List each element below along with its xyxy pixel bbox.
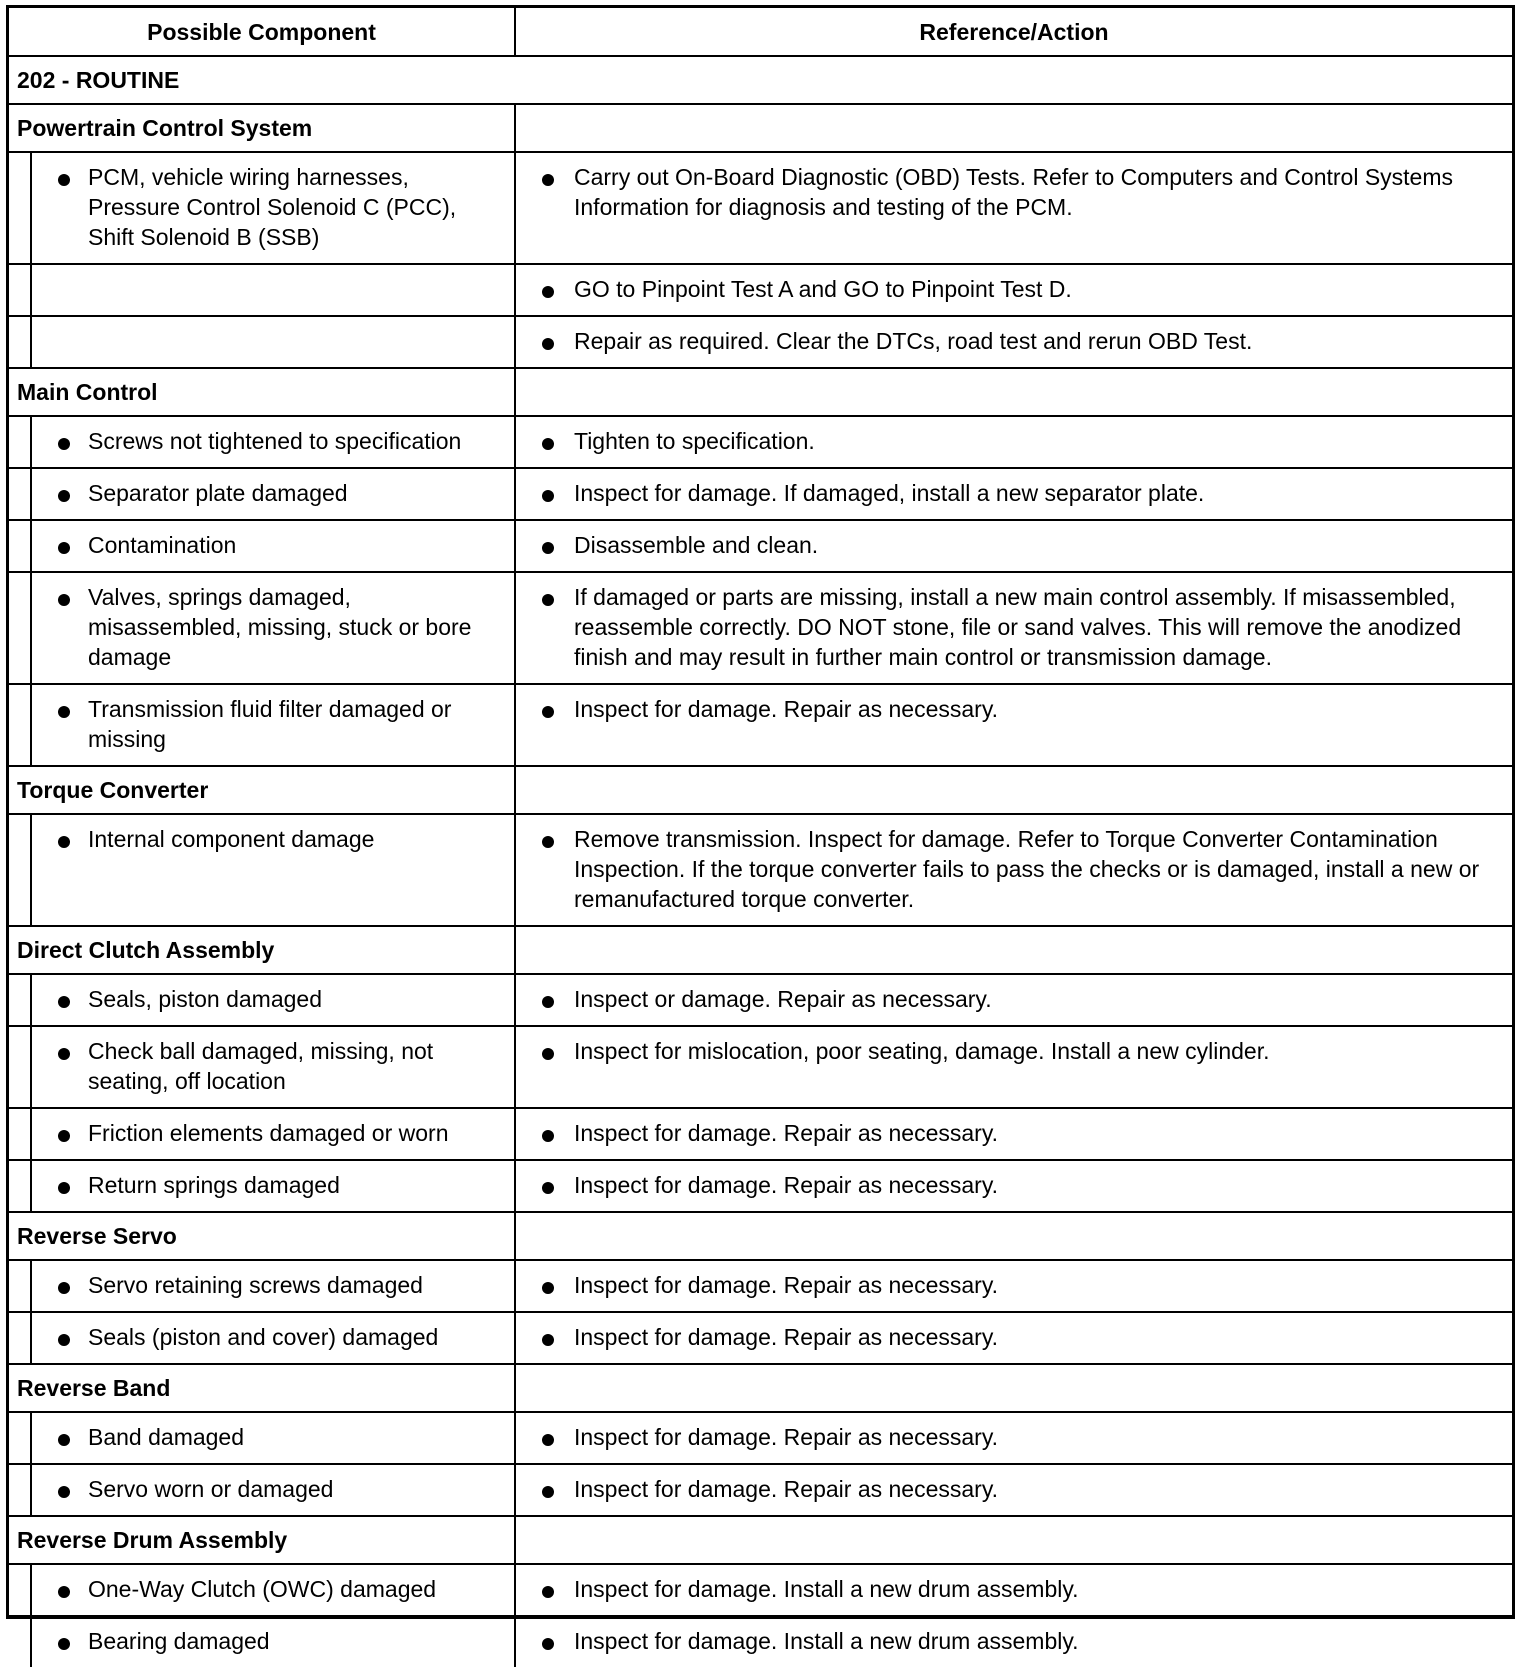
bullet-dot-icon — [58, 1182, 70, 1194]
table-row — [9, 468, 1512, 520]
action-text: Inspect for damage. Repair as necessary. — [574, 1172, 999, 1198]
component-bullet-item — [32, 417, 514, 467]
action-text: Inspect for damage. Repair as necessary. — [574, 1272, 999, 1298]
section-title-empty-cell — [515, 1516, 1512, 1564]
component-text: Screws not tightened to specification — [88, 428, 462, 454]
section-title-row — [9, 1212, 1512, 1260]
action-bullet-item — [516, 521, 1512, 571]
component-cell — [31, 1564, 515, 1616]
section-title-row — [9, 1516, 1512, 1564]
bullet-dot-icon — [58, 490, 70, 502]
bullet-dot-icon — [58, 174, 70, 186]
component-bullet-item — [32, 1161, 514, 1211]
table-row — [9, 684, 1512, 766]
action-text: Disassemble and clean. — [574, 532, 819, 558]
component-cell — [31, 520, 515, 572]
table-row — [9, 152, 1512, 264]
header-possible-component: Possible Component — [9, 8, 515, 56]
indent-cell — [9, 416, 31, 468]
action-bullet-item — [516, 1109, 1512, 1159]
diagnostic-table — [9, 8, 1512, 1667]
component-cell — [31, 572, 515, 684]
action-bullet-item — [516, 1027, 1512, 1077]
action-cell — [515, 1160, 1512, 1212]
action-cell — [515, 1464, 1512, 1516]
bullet-dot-icon — [542, 490, 554, 502]
component-text: Return springs damaged — [88, 1172, 340, 1198]
bullet-dot-icon — [542, 1282, 554, 1294]
action-cell — [515, 974, 1512, 1026]
component-bullet-item — [32, 1313, 514, 1363]
bullet-dot-icon — [58, 706, 70, 718]
component-cell — [31, 264, 515, 316]
component-cell — [31, 416, 515, 468]
component-cell — [31, 316, 515, 368]
component-text: Internal component damage — [88, 826, 375, 852]
action-bullet-item — [516, 685, 1512, 735]
action-text: Remove transmission. Inspect for damage. Refer to Torque Converter Contamination Inspection. If the torque converter fails to pass the checks or is damaged, install a new or remanufactured torque converter. — [574, 826, 1480, 912]
action-bullet-item — [516, 153, 1512, 233]
bullet-dot-icon — [58, 1586, 70, 1598]
section-title-empty-cell — [515, 104, 1512, 152]
action-cell — [515, 684, 1512, 766]
component-bullet-item — [32, 1261, 514, 1311]
component-cell — [31, 1260, 515, 1312]
bullet-dot-icon — [58, 1130, 70, 1142]
component-cell — [31, 1108, 515, 1160]
table-row — [9, 1564, 1512, 1616]
component-bullet-item — [32, 1565, 514, 1615]
action-bullet-item — [516, 317, 1512, 367]
section-title: Reverse Drum Assembly — [17, 1527, 288, 1553]
table-row — [9, 974, 1512, 1026]
action-text: Inspect for damage. If damaged, install a new separator plate. — [574, 480, 1205, 506]
component-text: Seals, piston damaged — [88, 986, 322, 1012]
action-text: Tighten to specification. — [574, 428, 815, 454]
component-bullet-item — [32, 685, 514, 765]
action-bullet-item — [516, 1261, 1512, 1311]
component-bullet-item — [32, 469, 514, 519]
component-text: Check ball damaged, missing, not seating, off location — [88, 1038, 434, 1094]
section-title-empty-cell — [515, 1212, 1512, 1260]
component-cell — [31, 152, 515, 264]
component-bullet-item — [32, 815, 514, 865]
table-row — [9, 814, 1512, 926]
component-bullet-item — [32, 1413, 514, 1463]
component-text: Contamination — [88, 532, 237, 558]
component-bullet-item — [32, 521, 514, 571]
component-bullet-item — [32, 1465, 514, 1515]
bullet-dot-icon — [542, 1638, 554, 1650]
action-cell — [515, 1108, 1512, 1160]
bullet-dot-icon — [542, 1434, 554, 1446]
table-row — [9, 1026, 1512, 1108]
action-text: If damaged or parts are missing, install a new main control assembly. If misassembled, reassemble correctly. DO NOT stone, file or sand valves. This will remove the anodized finish and may result in further main control or transmission damage. — [574, 584, 1462, 670]
action-bullet-item — [516, 1565, 1512, 1615]
indent-cell — [9, 468, 31, 520]
component-cell — [31, 1160, 515, 1212]
section-title: Main Control — [17, 379, 158, 405]
component-text: Servo retaining screws damaged — [88, 1272, 423, 1298]
action-cell — [515, 1026, 1512, 1108]
indent-cell — [9, 1464, 31, 1516]
component-bullet-item — [32, 1617, 514, 1667]
action-bullet-item — [516, 469, 1512, 519]
component-cell — [31, 814, 515, 926]
bullet-dot-icon — [58, 836, 70, 848]
table-body — [9, 56, 1512, 1667]
action-bullet-item — [516, 1617, 1512, 1667]
indent-cell — [9, 684, 31, 766]
component-text: Seals (piston and cover) damaged — [88, 1324, 439, 1350]
section-title-empty-cell — [515, 1364, 1512, 1412]
bullet-dot-icon — [58, 996, 70, 1008]
bullet-dot-icon — [58, 1638, 70, 1650]
component-bullet-item — [32, 573, 514, 683]
action-text: Inspect for damage. Repair as necessary. — [574, 1476, 999, 1502]
component-cell — [31, 1412, 515, 1464]
component-cell — [31, 1464, 515, 1516]
indent-cell — [9, 814, 31, 926]
action-bullet-item — [516, 573, 1512, 683]
indent-cell — [9, 1160, 31, 1212]
table-row — [9, 1108, 1512, 1160]
bullet-dot-icon — [542, 1130, 554, 1142]
indent-cell — [9, 1564, 31, 1616]
action-bullet-item — [516, 1161, 1512, 1211]
section-title-row — [9, 104, 1512, 152]
bullet-dot-icon — [58, 542, 70, 554]
section-title-empty-cell — [515, 766, 1512, 814]
bullet-dot-icon — [542, 706, 554, 718]
section-title-empty-cell — [515, 926, 1512, 974]
header-reference-action: Reference/Action — [515, 8, 1512, 56]
routine-title: 202 - ROUTINE — [17, 67, 180, 93]
bullet-dot-icon — [542, 1182, 554, 1194]
action-cell — [515, 1260, 1512, 1312]
component-text: Separator plate damaged — [88, 480, 348, 506]
component-bullet-item — [32, 1027, 514, 1107]
indent-cell — [9, 316, 31, 368]
action-bullet-item — [516, 1413, 1512, 1463]
action-text: GO to Pinpoint Test A and GO to Pinpoint Test D. — [574, 276, 1072, 302]
action-text: Inspect for damage. Install a new drum assembly. — [574, 1628, 1079, 1654]
bullet-dot-icon — [542, 1048, 554, 1060]
diagnostic-table-sheet — [6, 5, 1515, 1654]
section-title: Torque Converter — [17, 777, 209, 803]
bullet-dot-icon — [542, 174, 554, 186]
bullet-dot-icon — [542, 1334, 554, 1346]
component-text: Servo worn or damaged — [88, 1476, 334, 1502]
component-cell — [31, 468, 515, 520]
component-text: One-Way Clutch (OWC) damaged — [88, 1576, 437, 1602]
bullet-dot-icon — [58, 1334, 70, 1346]
section-title: Powertrain Control System — [17, 115, 313, 141]
table-row — [9, 520, 1512, 572]
bullet-dot-icon — [542, 594, 554, 606]
action-cell — [515, 316, 1512, 368]
bullet-dot-icon — [542, 1586, 554, 1598]
action-text: Inspect for damage. Repair as necessary. — [574, 1120, 999, 1146]
indent-cell — [9, 152, 31, 264]
section-title-row — [9, 926, 1512, 974]
component-bullet-item — [32, 153, 514, 263]
action-bullet-item — [516, 1313, 1512, 1363]
section-title: Direct Clutch Assembly — [17, 937, 275, 963]
bullet-dot-icon — [542, 836, 554, 848]
bullet-dot-icon — [58, 1434, 70, 1446]
action-cell — [515, 468, 1512, 520]
bullet-dot-icon — [58, 438, 70, 450]
header-row — [9, 8, 1512, 56]
section-title-empty-cell — [515, 368, 1512, 416]
indent-cell — [9, 974, 31, 1026]
component-bullet-item — [32, 975, 514, 1025]
bullet-dot-icon — [58, 1486, 70, 1498]
section-title-row — [9, 1364, 1512, 1412]
bullet-dot-icon — [542, 542, 554, 554]
indent-cell — [9, 1412, 31, 1464]
bullet-dot-icon — [58, 1282, 70, 1294]
action-text: Carry out On-Board Diagnostic (OBD) Tests. Refer to Computers and Control Systems Information for diagnosis and testing of the PCM. — [574, 164, 1454, 220]
table-row — [9, 316, 1512, 368]
component-cell — [31, 974, 515, 1026]
indent-cell — [9, 520, 31, 572]
section-title-row — [9, 368, 1512, 416]
indent-cell — [9, 264, 31, 316]
bullet-dot-icon — [58, 594, 70, 606]
table-row — [9, 1412, 1512, 1464]
component-cell — [31, 1026, 515, 1108]
action-cell — [515, 814, 1512, 926]
bullet-dot-icon — [542, 338, 554, 350]
action-bullet-item — [516, 815, 1512, 925]
action-cell — [515, 572, 1512, 684]
action-text: Repair as required. Clear the DTCs, road test and rerun OBD Test. — [574, 328, 1253, 354]
section-title-row — [9, 766, 1512, 814]
action-cell — [515, 152, 1512, 264]
component-text: Bearing damaged — [88, 1628, 270, 1654]
routine-row — [9, 56, 1512, 104]
table-row — [9, 1312, 1512, 1364]
component-cell — [31, 1312, 515, 1364]
table-row — [9, 264, 1512, 316]
component-text: Band damaged — [88, 1424, 245, 1450]
table-row — [9, 1160, 1512, 1212]
indent-cell — [9, 1108, 31, 1160]
bullet-dot-icon — [542, 438, 554, 450]
action-cell — [515, 1312, 1512, 1364]
action-cell — [515, 1412, 1512, 1464]
action-text: Inspect for damage. Repair as necessary. — [574, 696, 999, 722]
table-row — [9, 1464, 1512, 1516]
section-title: Reverse Servo — [17, 1223, 177, 1249]
component-text: Valves, springs damaged, misassembled, missing, stuck or bore damage — [88, 584, 472, 670]
section-title: Reverse Band — [17, 1375, 171, 1401]
action-bullet-item — [516, 265, 1512, 315]
indent-cell — [9, 572, 31, 684]
table-row — [9, 1260, 1512, 1312]
bullet-dot-icon — [58, 1048, 70, 1060]
action-text: Inspect for damage. Install a new drum assembly. — [574, 1576, 1079, 1602]
component-text: Friction elements damaged or worn — [88, 1120, 449, 1146]
table-row — [9, 416, 1512, 468]
component-text: PCM, vehicle wiring harnesses, Pressure Control Solenoid C (PCC), Shift Solenoid B (SSB) — [88, 164, 457, 250]
component-text: Transmission fluid filter damaged or missing — [88, 696, 452, 752]
action-cell — [515, 264, 1512, 316]
action-text: Inspect for damage. Repair as necessary. — [574, 1424, 999, 1450]
action-cell — [515, 1564, 1512, 1616]
action-text: Inspect for damage. Repair as necessary. — [574, 1324, 999, 1350]
action-bullet-item — [516, 417, 1512, 467]
bullet-dot-icon — [542, 286, 554, 298]
action-text: Inspect for mislocation, poor seating, damage. Install a new cylinder. — [574, 1038, 1270, 1064]
bullet-dot-icon — [542, 1486, 554, 1498]
action-cell — [515, 520, 1512, 572]
indent-cell — [9, 1260, 31, 1312]
component-cell — [31, 684, 515, 766]
indent-cell — [9, 1026, 31, 1108]
action-bullet-item — [516, 975, 1512, 1025]
table-row — [9, 572, 1512, 684]
indent-cell — [9, 1312, 31, 1364]
bullet-dot-icon — [542, 996, 554, 1008]
action-text: Inspect or damage. Repair as necessary. — [574, 986, 992, 1012]
action-bullet-item — [516, 1465, 1512, 1515]
action-cell — [515, 416, 1512, 468]
component-bullet-item — [32, 1109, 514, 1159]
